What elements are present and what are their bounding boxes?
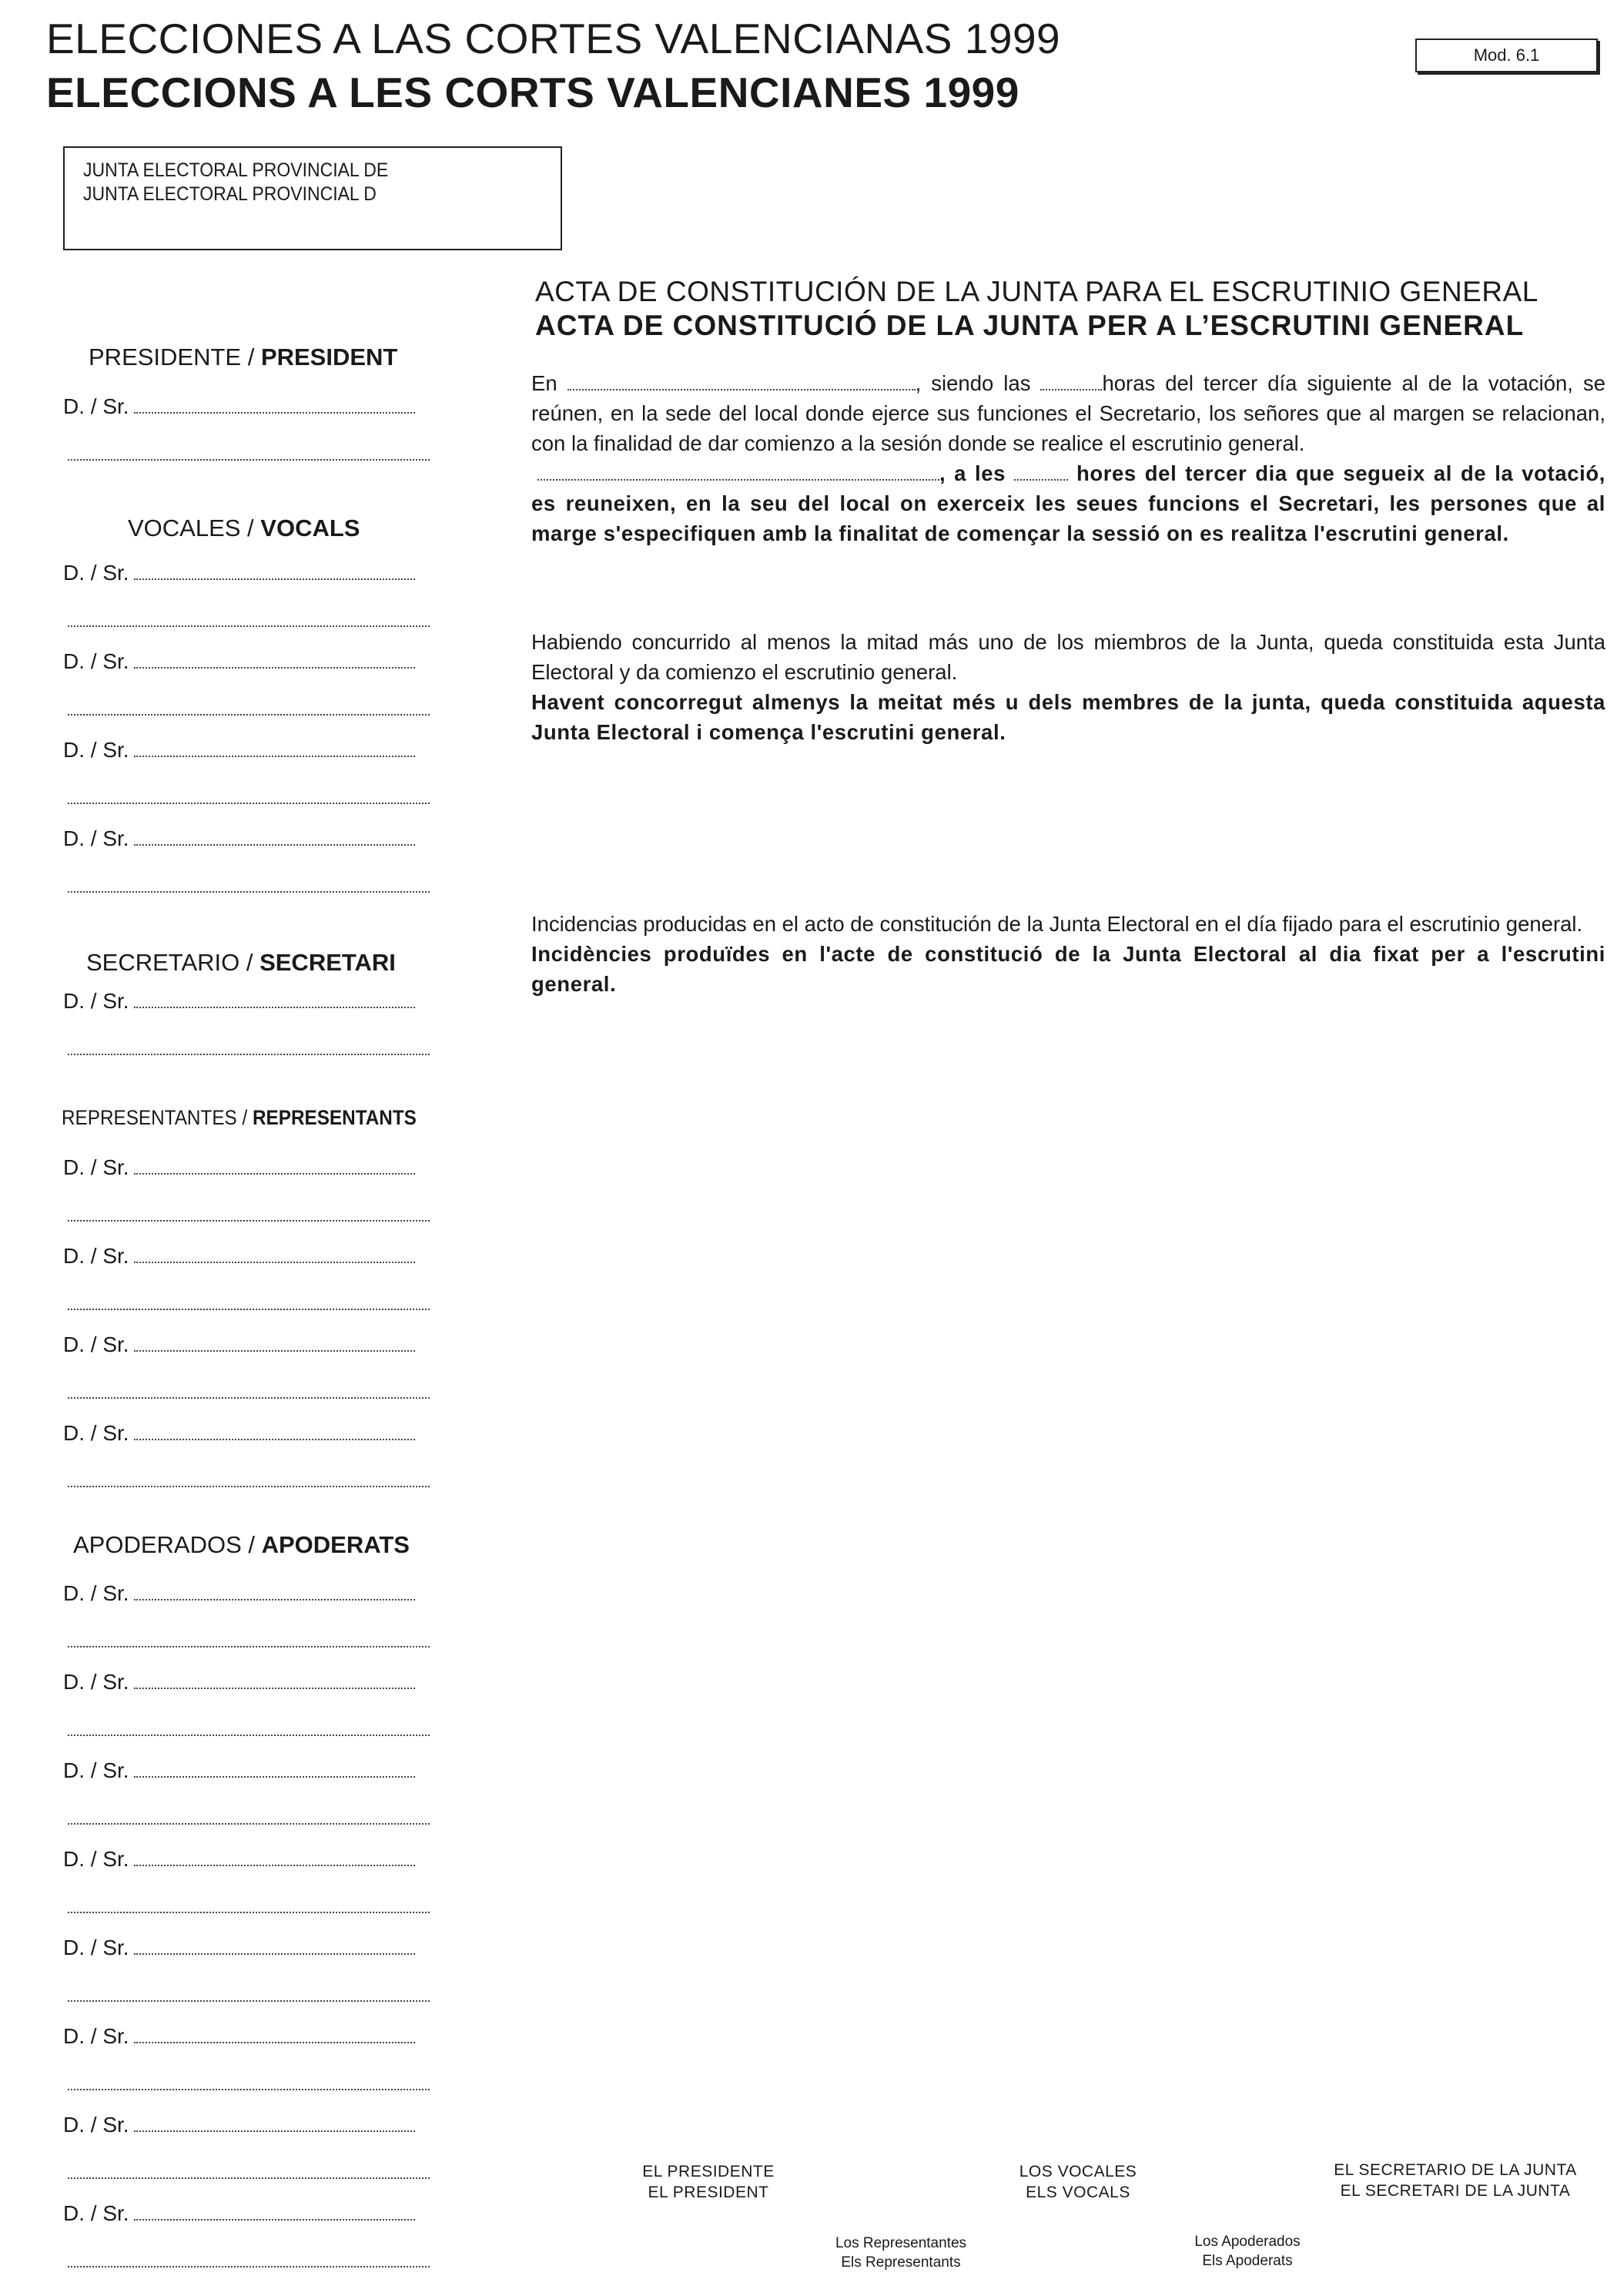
member-name-continuation-field[interactable] <box>68 1823 430 1825</box>
hour-field-es[interactable] <box>1040 389 1102 390</box>
member-name-continuation-field[interactable] <box>68 803 430 804</box>
member-entry-label: D. / Sr. <box>63 989 129 1013</box>
member-name-field[interactable] <box>134 1599 415 1600</box>
member-entry-label: D. / Sr. <box>63 2201 129 2225</box>
member-name-continuation-field[interactable] <box>68 1912 430 1913</box>
member-entry-row <box>63 1421 415 1446</box>
member-entry-row <box>63 1847 415 1872</box>
member-entry-row <box>63 394 415 419</box>
member-name-continuation-field[interactable] <box>68 2089 430 2090</box>
place-field-va[interactable] <box>537 479 939 481</box>
member-entry-label: D. / Sr. <box>63 561 129 585</box>
member-name-field[interactable] <box>134 1688 415 1689</box>
member-name-continuation-field[interactable] <box>68 1309 430 1310</box>
acta-title-es: ACTA DE CONSTITUCIÓN DE LA JUNTA PARA EL ESCRUTINIO GENERAL <box>535 276 1538 307</box>
member-entry-label: D. / Sr. <box>63 2024 129 2048</box>
member-name-field[interactable] <box>134 1439 415 1440</box>
member-entry-row <box>63 649 415 674</box>
member-entry-row <box>63 1155 415 1180</box>
hour-field-va[interactable] <box>1014 479 1068 481</box>
member-entry-row <box>63 2201 415 2226</box>
member-name-continuation-field[interactable] <box>68 1397 430 1399</box>
place-field-es[interactable] <box>567 389 916 390</box>
section-presidente: PRESIDENTE / PRESIDENT <box>89 344 398 370</box>
member-name-continuation-field[interactable] <box>68 891 430 893</box>
member-name-field[interactable] <box>134 578 415 580</box>
member-entry-row <box>63 1244 415 1269</box>
signature-representantes: Los Representantes Els Representants <box>835 2235 967 2271</box>
title-valencian: ELECCIONS A LES CORTS VALENCIANES 1999 <box>46 69 1019 116</box>
signature-secretario: EL SECRETARIO DE LA JUNTA EL SECRETARI DE LA JUNTA <box>1334 2161 1577 2200</box>
quorum-paragraph: Habiendo concurrido al menos la mitad más uno de los miembros de la Junta, queda constituida esta Junta Electoral y da comienzo el escrutinio general. Havent concorregut almenys la meitat més u dels membres de la junta, queda constituida aquesta Junta Electoral i comença l'escrutini general. <box>531 630 1605 744</box>
member-entry-row <box>63 2024 415 2049</box>
member-name-field[interactable] <box>134 1007 415 1008</box>
member-entry-label: D. / Sr. <box>63 1670 129 1694</box>
member-name-continuation-field[interactable] <box>68 2000 430 2002</box>
signature-apoderados: Los Apoderados Els Apoderats <box>1194 2234 1301 2269</box>
section-secretario: SECRETARIO / SECRETARI <box>86 949 396 976</box>
member-name-field[interactable] <box>134 756 415 757</box>
acta-title-va: ACTA DE CONSTITUCIÓ DE LA JUNTA PER A L’ESCRUTINI GENERAL <box>535 310 1525 341</box>
member-name-field[interactable] <box>134 1350 415 1352</box>
member-name-field[interactable] <box>134 2130 415 2132</box>
member-entry-label: D. / Sr. <box>63 1421 129 1445</box>
member-entry-label: D. / Sr. <box>63 1847 129 1871</box>
member-name-field[interactable] <box>134 1262 415 1263</box>
member-name-field[interactable] <box>134 1173 415 1175</box>
member-entry-label: D. / Sr. <box>63 2113 129 2137</box>
member-entry-label: D. / Sr. <box>63 1936 129 1959</box>
member-entry-label: D. / Sr. <box>63 1244 129 1268</box>
member-entry-row <box>63 1670 415 1694</box>
member-name-continuation-field[interactable] <box>68 1735 430 1736</box>
member-name-continuation-field[interactable] <box>68 714 430 716</box>
section-representantes: REPRESENTANTES / REPRESENTANTS <box>62 1106 417 1129</box>
section-apoderados: APODERADOS / APODERATS <box>73 1531 410 1558</box>
member-name-field[interactable] <box>134 1953 415 1955</box>
member-entry-row <box>63 989 415 1014</box>
member-name-continuation-field[interactable] <box>68 2177 430 2179</box>
member-name-continuation-field[interactable] <box>68 1220 430 1222</box>
member-entry-row <box>63 1581 415 1606</box>
member-entry-label: D. / Sr. <box>63 738 129 762</box>
member-name-continuation-field[interactable] <box>68 1486 430 1487</box>
member-name-field[interactable] <box>134 2219 415 2221</box>
member-name-continuation-field[interactable] <box>68 625 430 627</box>
junta-label-es: JUNTA ELECTORAL PROVINCIAL DE <box>83 159 389 181</box>
member-entry-label: D. / Sr. <box>63 394 129 418</box>
member-entry-label: D. / Sr. <box>63 826 129 850</box>
member-entry-label: D. / Sr. <box>63 649 129 673</box>
member-entry-label: D. / Sr. <box>63 1155 129 1179</box>
member-entry-row <box>63 1758 415 1783</box>
member-name-field[interactable] <box>134 667 415 669</box>
constitution-paragraph: En , siendo las horas del tercer día siguiente al de la votación, se reúnen, en la sede del local donde ejerce sus funciones el Secretario, los señores que al margen se relacionan, con la finalidad de dar comienzo a la sesión donde se realice el escrutinio general. , a les hores del tercer dia que segueix al de la votació, es reuneixen, en la seu del local on exerceix les seues funcions el Secretari, les persones que al marge s'especifiquen amb la finalitat de començar la sessió on es realitza l'escrutini general. <box>531 371 1606 545</box>
member-name-field[interactable] <box>134 412 415 414</box>
member-name-field[interactable] <box>134 844 415 846</box>
member-entry-row <box>63 826 415 851</box>
member-entry-label: D. / Sr. <box>63 1758 129 1782</box>
member-entry-row <box>63 1332 415 1357</box>
member-entry-row <box>63 738 415 763</box>
section-vocales: VOCALES / VOCALS <box>128 515 360 541</box>
member-name-continuation-field[interactable] <box>68 1646 430 1647</box>
member-entry-row <box>63 561 415 585</box>
member-name-field[interactable] <box>134 1776 415 1778</box>
junta-label-va: JUNTA ELECTORAL PROVINCIAL D <box>83 183 377 205</box>
member-name-field[interactable] <box>134 1865 415 1866</box>
signature-vocales: LOS VOCALES ELS VOCALS <box>1019 2163 1137 2201</box>
member-entry-label: D. / Sr. <box>63 1332 129 1356</box>
member-entry-label: D. / Sr. <box>63 1581 129 1605</box>
member-name-continuation-field[interactable] <box>68 459 430 461</box>
signature-presidente: EL PRESIDENTE EL PRESIDENT <box>642 2163 775 2201</box>
member-name-continuation-field[interactable] <box>68 1054 430 1055</box>
junta-electoral-box[interactable] <box>63 146 562 250</box>
member-name-field[interactable] <box>134 2042 415 2043</box>
title-spanish: ELECCIONES A LAS CORTES VALENCIANAS 1999 <box>46 15 1061 62</box>
member-entry-row <box>63 2113 415 2137</box>
member-name-continuation-field[interactable] <box>68 2266 430 2268</box>
member-entry-row <box>63 1936 415 1960</box>
incidents-paragraph: Incidencias producidas en el acto de constitución de la Junta Electoral en el día fijado para el escrutinio general. Incidències produïdes en l'acte de constitució de la Junta Electoral al dia fixat per a l'escrutini general. <box>531 912 1605 996</box>
model-number-box: Mod. 6.1 <box>1415 39 1598 72</box>
